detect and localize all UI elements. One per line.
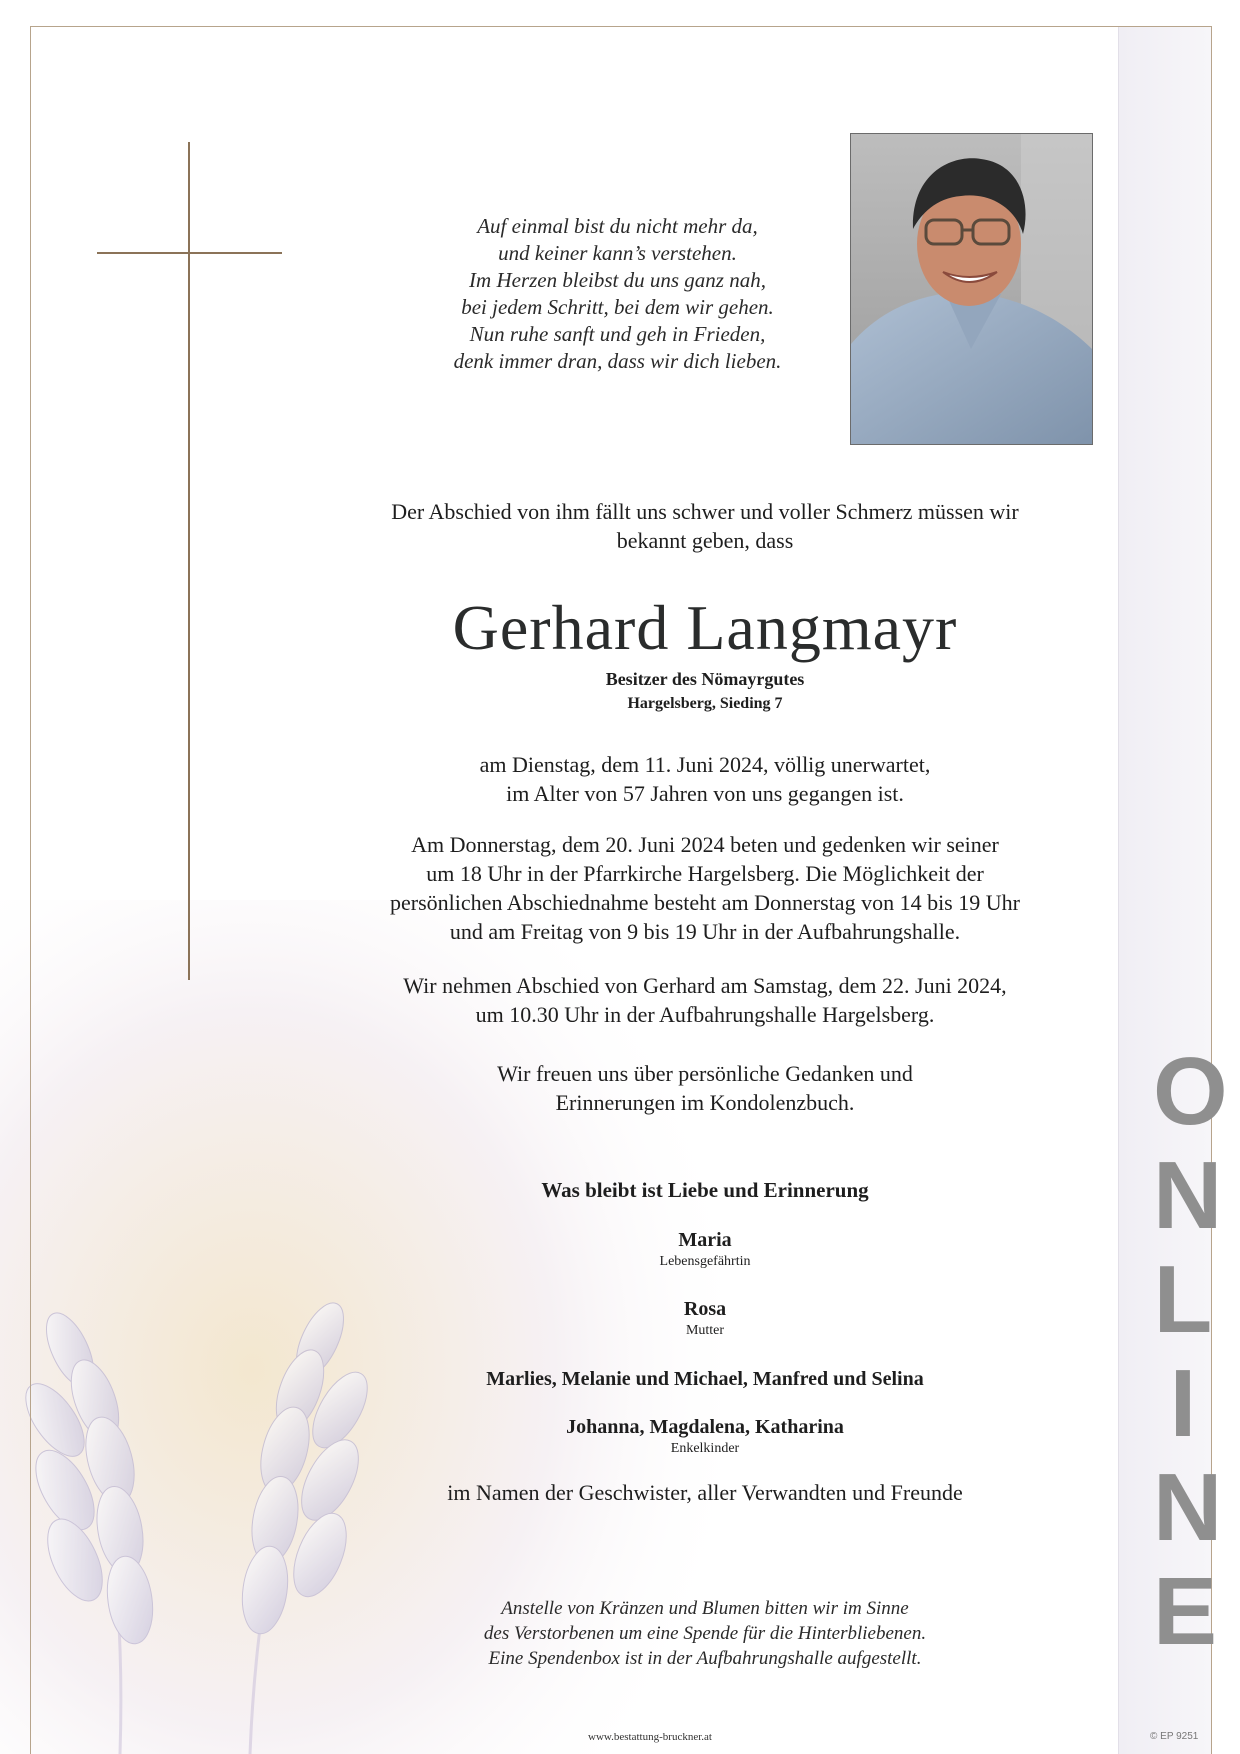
lead-line: Der Abschied von ihm fällt uns schwer und voller Schmerz müssen wir: [391, 499, 1019, 524]
prayer-paragraph: [340, 830, 1070, 946]
deceased-name: Gerhard Langmayr: [452, 592, 958, 663]
closing-line: im Namen der Geschwister, aller Verwandten und Freunde: [447, 1480, 963, 1505]
cross-horizontal-bar: [97, 252, 282, 254]
donation-line: des Verstorbenen um eine Spende für die Hinterbliebenen.: [483, 1623, 927, 1644]
death-paragraph: [340, 750, 1070, 808]
death-line: am Dienstag, dem 11. Juni 2024, völlig unerwartet,: [479, 752, 931, 777]
prayer-line: persönlichen Abschiednahme besteht am Donnerstag von 14 bis 19 Uhr: [390, 890, 1020, 915]
prayer-line: um 18 Uhr in der Pfarrkirche Hargelsberg. Die Möglichkeit der: [426, 861, 984, 886]
mourner-role: Lebensgefährtin: [659, 1254, 751, 1269]
deceased-title: Besitzer des Nömayrgutes: [605, 669, 805, 689]
document-code: © EP 9251: [1150, 1731, 1199, 1742]
poem-line: Nun ruhe sanft und geh in Frieden,: [469, 322, 766, 346]
condolence-paragraph: [340, 1059, 1070, 1117]
poem-line: Auf einmal bist du nicht mehr da,: [477, 214, 758, 238]
farewell-line: Wir nehmen Abschied von Gerhard am Samstag, dem 22. Juni 2024,: [403, 973, 1007, 998]
condolence-line: Erinnerungen im Kondolenzbuch.: [555, 1090, 855, 1115]
website-link[interactable]: www.bestattung-bruckner.at: [588, 1731, 712, 1743]
stamp-letter: L: [1153, 1246, 1213, 1353]
mourner-role: Mutter: [685, 1323, 725, 1338]
poem-line: bei jedem Schritt, bei dem wir gehen.: [461, 295, 774, 319]
donation-line: Eine Spendenbox ist in der Aufbahrungshalle aufgestellt.: [488, 1648, 922, 1669]
prayer-line: Am Donnerstag, dem 20. Juni 2024 beten und gedenken wir seiner: [411, 832, 999, 857]
portrait-illustration: [851, 134, 1092, 444]
prayer-line: und am Freitag von 9 bis 19 Uhr in der Aufbahrungshalle.: [449, 919, 961, 944]
online-stamp: [1153, 1038, 1228, 1665]
mourner-name: Johanna, Magdalena, Katharina: [566, 1416, 844, 1438]
deceased-address: Hargelsberg, Sieding 7: [627, 695, 783, 712]
stamp-letter: N: [1153, 1142, 1223, 1249]
mourner-entry: [340, 1296, 1070, 1340]
mourner-name: Rosa: [683, 1298, 727, 1320]
stamp-letter: N: [1153, 1454, 1223, 1561]
cross-vertical-bar: [188, 142, 190, 980]
stamp-letter: E: [1153, 1558, 1218, 1665]
farewell-line: um 10.30 Uhr in der Aufbahrungshalle Hargelsberg.: [475, 1002, 935, 1027]
mourner-entry: [340, 1227, 1070, 1271]
donation-note: [340, 1596, 1070, 1671]
condolence-line: Wir freuen uns über persönliche Gedanken und: [497, 1061, 913, 1086]
poem-line: und keiner kann’s verstehen.: [498, 241, 737, 265]
stamp-letter: O: [1153, 1038, 1228, 1145]
mourner-entry: [340, 1366, 1070, 1392]
farewell-paragraph: [340, 971, 1070, 1029]
poem: [380, 213, 855, 375]
mourner-role: Enkelkinder: [670, 1441, 740, 1456]
portrait-photo: [850, 133, 1093, 445]
lead-line: bekannt geben, dass: [616, 528, 794, 553]
poem-line: Im Herzen bleibst du uns ganz nah,: [469, 268, 766, 292]
death-line: im Alter von 57 Jahren von uns gegangen ist.: [506, 781, 904, 806]
poem-line: denk immer dran, dass wir dich lieben.: [453, 349, 782, 373]
mourner-name: Maria: [678, 1229, 732, 1251]
donation-line: Anstelle von Kränzen und Blumen bitten wir im Sinne: [501, 1598, 909, 1619]
motto: Was bleibt ist Liebe und Erinnerung: [541, 1178, 869, 1202]
stamp-letter: I: [1169, 1350, 1197, 1457]
mourner-name: Marlies, Melanie und Michael, Manfred und Selina: [486, 1368, 924, 1390]
announcement-lead: [340, 497, 1070, 555]
mourner-entry: [340, 1414, 1070, 1458]
